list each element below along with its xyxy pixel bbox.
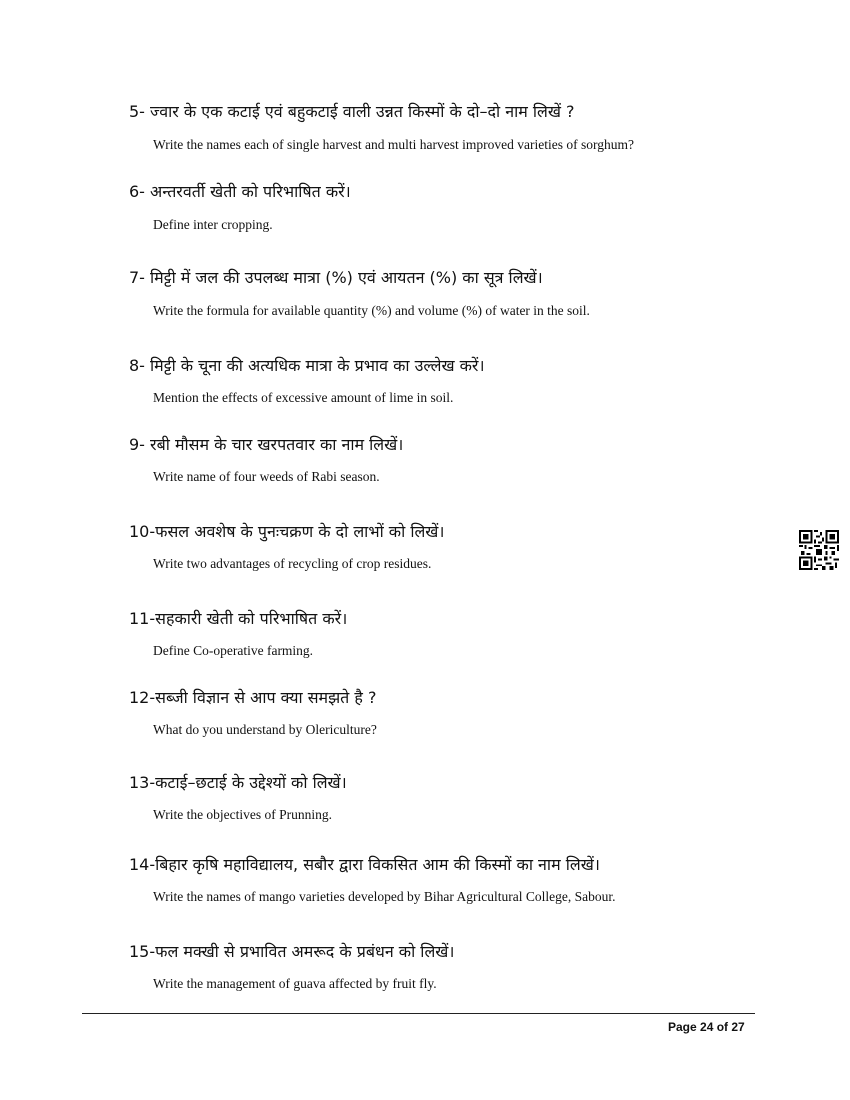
question-10-english: Write two advantages of recycling of crop residues.	[153, 556, 432, 571]
question-8-english: Mention the effects of excessive amount of lime in soil.	[153, 390, 454, 405]
question-14-hindi: 14-बिहार कृषि महाविद्यालय, सबौर द्वारा विकसित आम की किस्मों का नाम लिखें।	[129, 855, 600, 874]
question-13-english: Write the objectives of Prunning.	[153, 807, 333, 822]
question-13-hindi: 13-कटाई–छटाई के उद्देश्यों को लिखें।	[129, 773, 347, 792]
question-8-hindi: 8- मिट्टी के चूना की अत्यधिक मात्रा के प्रभाव का उल्लेख करें।	[129, 356, 485, 375]
question-5-hindi: 5- ज्वार के एक कटाई एवं बहुकटाई वाली उन्नत किस्मों के दो–दो नाम लिखें ?	[129, 102, 575, 121]
question-12-english: What do you understand by Olericulture?	[153, 722, 377, 737]
question-11-english: Define Co-operative farming.	[153, 643, 314, 658]
page-number: Page 24 of 27	[668, 1020, 745, 1034]
question-14-english: Write the names of mango varieties developed by Bihar Agricultural College, Sabour.	[153, 889, 616, 904]
footer-divider	[82, 1013, 755, 1014]
question-5-english: Write the names each of single harvest and multi harvest improved varieties of sorghum?	[153, 137, 634, 152]
question-6-english: Define inter cropping.	[153, 217, 273, 232]
qr-code-icon	[798, 530, 840, 570]
question-11-hindi: 11-सहकारी खेती को परिभाषित करें।	[129, 609, 348, 628]
question-9-english: Write name of four weeds of Rabi season.	[153, 469, 380, 484]
question-15-hindi: 15-फल मक्खी से प्रभावित अमरूद के प्रबंधन को लिखें।	[129, 942, 455, 961]
question-7-hindi: 7- मिट्टी में जल की उपलब्ध मात्रा (%) एवं आयतन (%) का सूत्र लिखें।	[129, 268, 543, 287]
question-12-hindi: 12-सब्जी विज्ञान से आप क्या समझते है ?	[129, 688, 377, 707]
question-6-hindi: 6- अन्तरवर्ती खेती को परिभाषित करें।	[129, 182, 351, 201]
question-9-hindi: 9- रबी मौसम के चार खरपतवार का नाम लिखें।	[129, 435, 404, 454]
question-10-hindi: 10-फसल अवशेष के पुनःचक्रण के दो लाभों को लिखें।	[129, 522, 445, 541]
question-7-english: Write the formula for available quantity (%) and volume (%) of water in the soil.	[153, 303, 590, 318]
question-15-english: Write the management of guava affected by fruit fly.	[153, 976, 437, 991]
